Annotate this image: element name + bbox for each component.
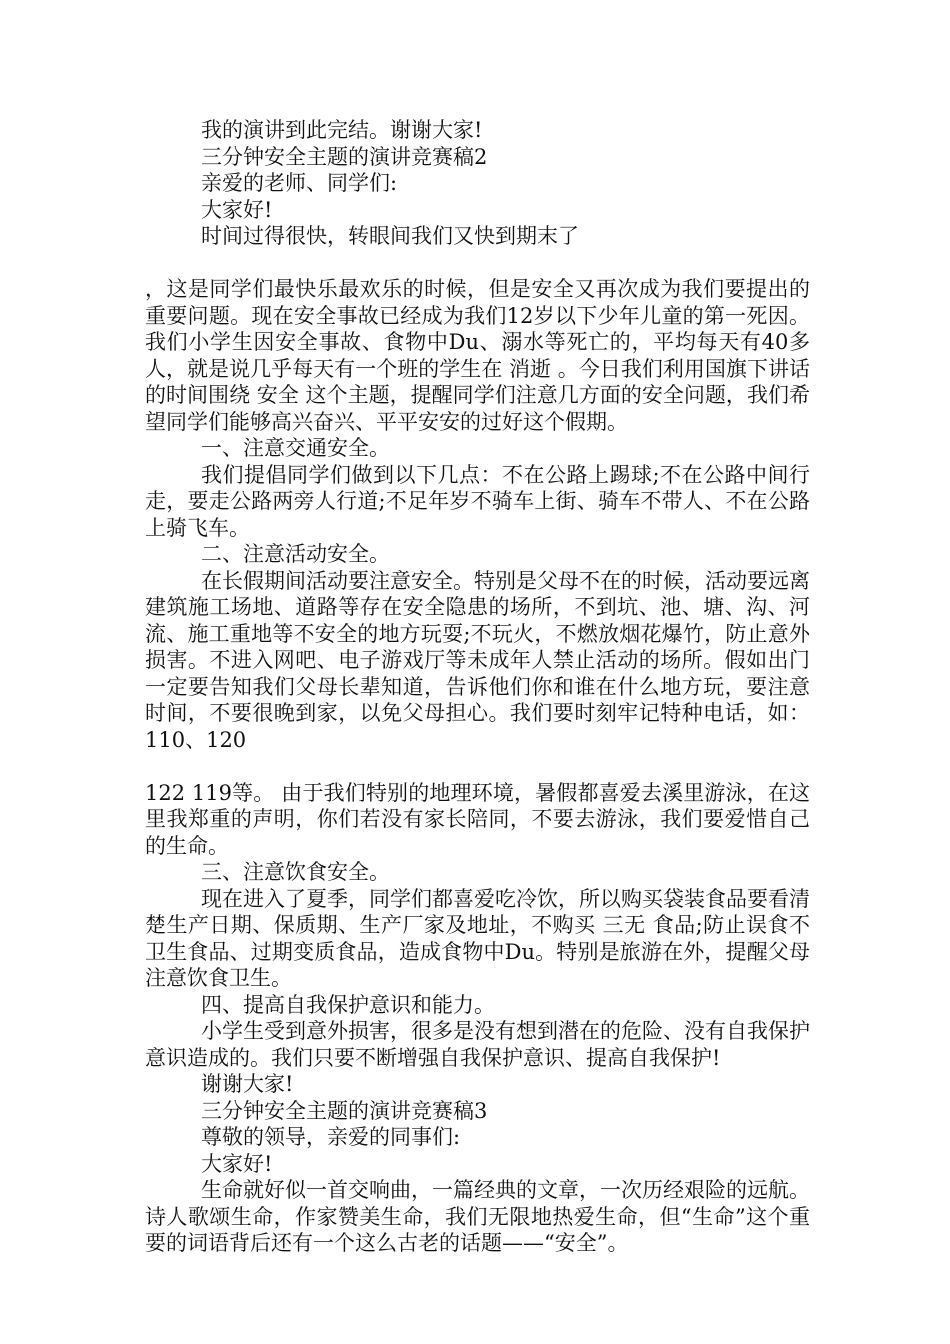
speech-title-2: 三分钟安全主题的演讲竞赛稿2 xyxy=(201,144,488,169)
section-heading-activity: 二、注意活动安全。 xyxy=(201,542,390,566)
body-paragraph: ，这是同学们最快乐最欢乐的时候，但是安全又再次成为我们要提出的重要问题。现在安全事故已经成为我们12岁以下少年儿童的第一死因。我们小学生因安全事故、食物中Du、溺水等死亡的，平均每天有40多人，就是说几乎每天有一个班的学生在 消逝 。今日我们利用国旗下讲话的时间围绕 安全 这个主题，提醒同学们注意几方面的安全问题，我们希望同学们能够高兴奋兴、平平安安的过好这个假期。 xyxy=(145,277,810,434)
closing-line: 我的演讲到此完结。谢谢大家! xyxy=(201,118,483,142)
section-heading-traffic: 一、注意交通安全。 xyxy=(201,436,390,460)
section-heading-self-protection: 四、提高自我保护意识和能力。 xyxy=(201,992,495,1017)
body-paragraph: 现在进入了夏季，同学们都喜爱吃冷饮，所以购买袋装食品要看清楚生产日期、保质期、生产厂家及地址，不购买 三无 食品;防止误食不卫生食品、过期变质食品，造成食物中Du。特别是旅游在外，提醒父母注意饮食卫生。 xyxy=(145,886,810,990)
body-paragraph: 我们提倡同学们做到以下几点：不在公路上踢球;不在公路中间行走，要走公路两旁人行道;不足年岁不骑车上街、骑车不带人、不在公路上骑飞车。 xyxy=(145,462,810,540)
document-body xyxy=(145,117,810,1257)
salutation: 尊敬的领导，亲爱的同事们: xyxy=(201,1125,461,1149)
speech-title-3: 三分钟安全主题的演讲竞赛稿3 xyxy=(201,1098,488,1123)
body-paragraph: 时间过得很快，转眼间我们又快到期末了 xyxy=(201,224,579,248)
thanks-line: 谢谢大家! xyxy=(201,1072,294,1096)
salutation: 亲爱的老师、同学们: xyxy=(201,171,398,195)
section-heading-food: 三、注意饮食安全。 xyxy=(201,860,390,884)
greeting: 大家好! xyxy=(201,197,273,222)
body-paragraph: 生命就好似一首交响曲，一篇经典的文章，一次历经艰险的远航。诗人歌颂生命，作家赞美生命，我们无限地热爱生命，但“生命”这个重要的词语背后还有一个这么古老的话题——“安全”。 xyxy=(145,1178,810,1255)
greeting: 大家好! xyxy=(201,1151,273,1176)
body-paragraph: 小学生受到意外损害，很多是没有想到潜在的危险、没有自我保护意识造成的。我们只要不断增强自我保护意识、提高自我保护! xyxy=(145,1019,810,1070)
body-paragraph: 在长假期间活动要注意安全。特别是父母不在的时候，活动要远离建筑施工场地、道路等存在安全隐患的场所，不到坑、池、塘、沟、河流、施工重地等不安全的地方玩耍;不玩火，不燃放烟花爆竹，防止意外损害。不进入网吧、电子游戏厅等未成年人禁止活动的场所。假如出门一定要告知我们父母长辈知道，告诉他们你和谁在什么地方玩，要注意时间，不要很晚到家，以免父母担心。我们要时刻牢记特种电话，如：110、120 xyxy=(145,568,810,752)
body-paragraph: 122 119等。 由于我们特别的地理环境，暑假都喜爱去溪里游泳，在这里我郑重的声明，你们若没有家长陪同，不要去游泳，我们要爱惜自己的生命。 xyxy=(145,780,810,858)
